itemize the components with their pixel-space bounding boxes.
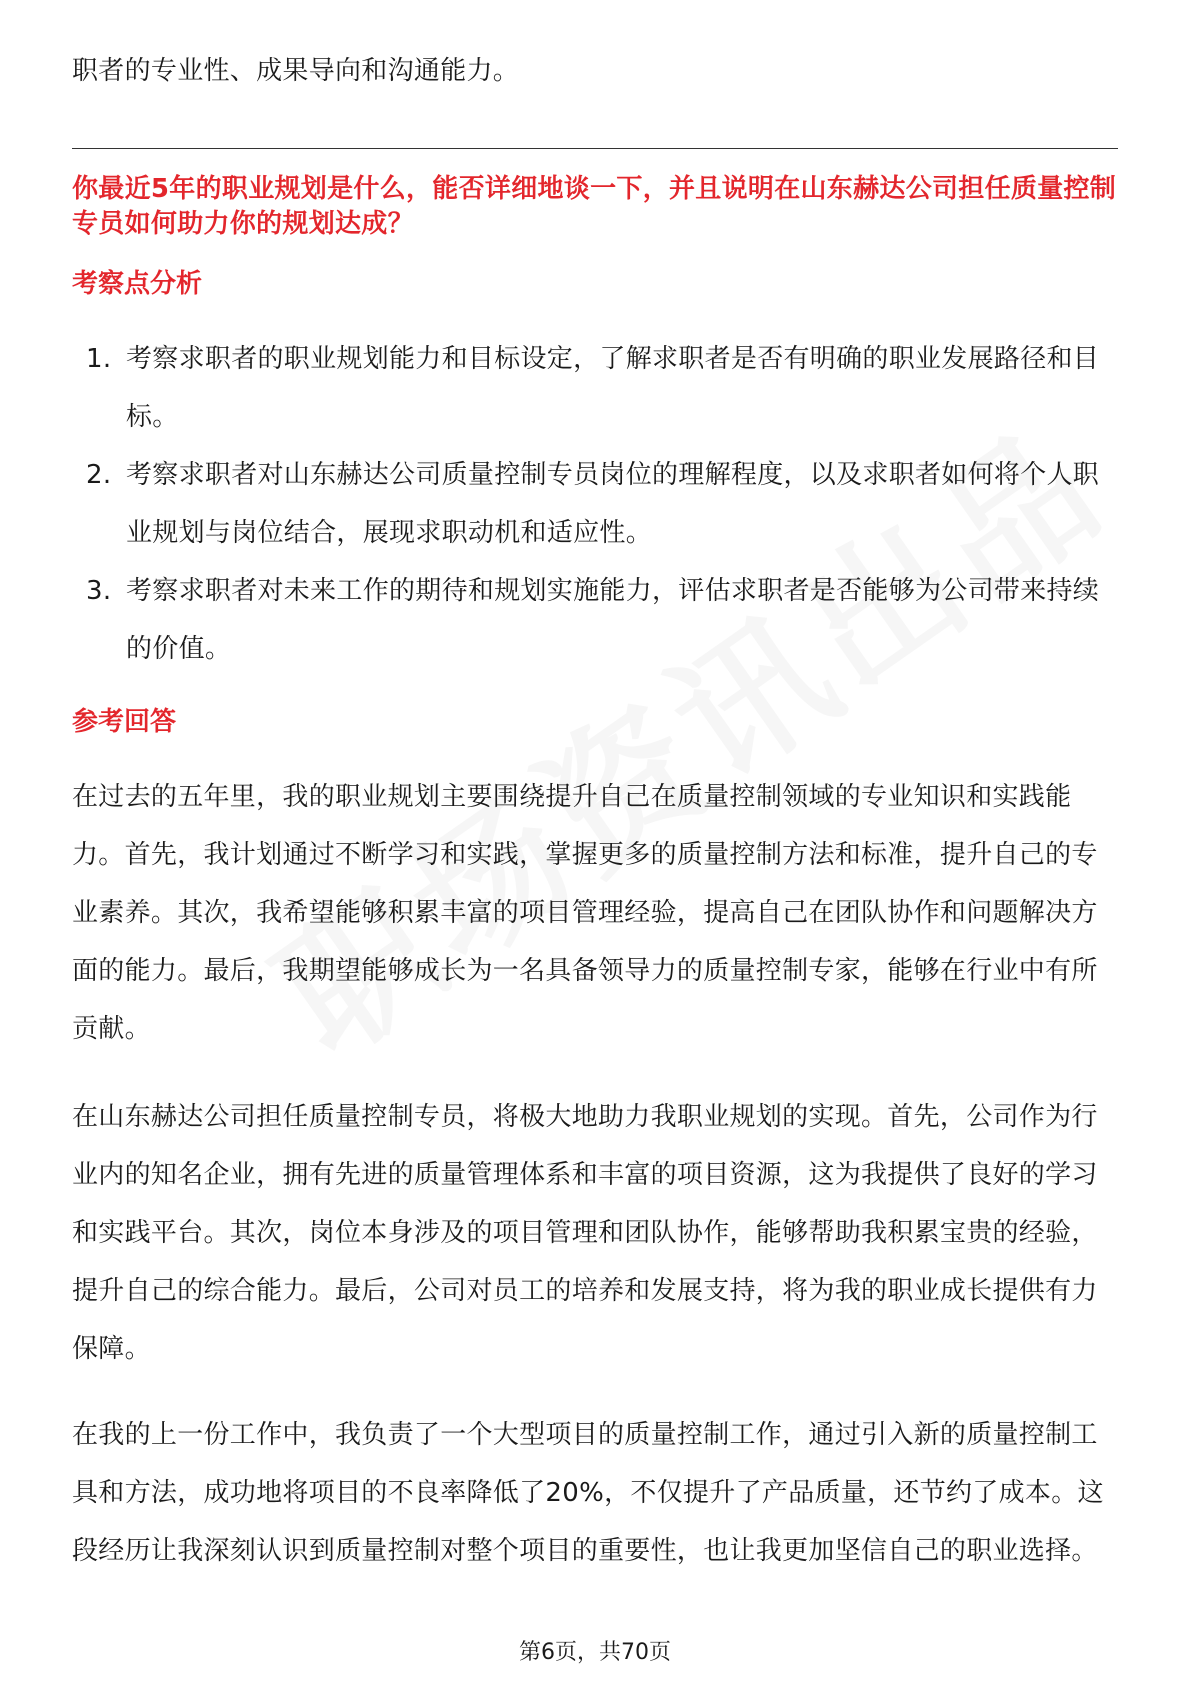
list-item — [72, 562, 1118, 678]
answer-paragraph: 在过去的五年里，我的职业规划主要围绕提升自己在质量控制领域的专业知识和实践能力。首先，我计划通过不断学习和实践，掌握更多的质量控制方法和标准，提升自己的专业素养。其次，我希望能够积累丰富的项目管理经验，提高自己在团队协作和问题解决方面的能力。最后，我期望能够成长为一名具备领导力的质量控制专家，能够在行业中有所贡献。 — [72, 782, 1098, 1044]
question-title: 你最近5年的职业规划是什么，能否详细地谈一下，并且说明在山东赫达公司担任质量控制专员如何助力你的规划达成？ — [72, 174, 1117, 239]
list-item-number: 1. — [86, 344, 112, 374]
document-page — [72, 0, 1118, 1684]
list-item-number: 3. — [86, 576, 112, 606]
list-item-text: 考察求职者对未来工作的期待和规划实施能力，评估求职者是否能够为公司带来持续的价值。 — [126, 576, 1100, 664]
analysis-heading: 考察点分析 — [72, 269, 203, 299]
answer-paragraph: 在山东赫达公司担任质量控制专员，将极大地助力我职业规划的实现。首先，公司作为行业内的知名企业，拥有先进的质量管理体系和丰富的项目资源，这为我提供了良好的学习和实践平台。其次，岗位本身涉及的项目管理和团队协作，能够帮助我积累宝贵的经验，提升自己的综合能力。最后，公司对员工的培养和发展支持，将为我的职业成长提供有力保障。 — [72, 1102, 1098, 1364]
analysis-list — [72, 330, 1118, 678]
list-item-number: 2. — [86, 460, 112, 490]
continuation-text: 职者的专业性、成果导向和沟通能力。 — [72, 56, 520, 86]
list-item-text: 考察求职者的职业规划能力和目标设定，了解求职者是否有明确的职业发展路径和目标。 — [126, 344, 1100, 432]
list-item-text: 考察求职者对山东赫达公司质量控制专员岗位的理解程度，以及求职者如何将个人职业规划与岗位结合，展现求职动机和适应性。 — [126, 460, 1100, 548]
page-number: 第6页，共70页 — [519, 1640, 671, 1665]
section-divider — [72, 148, 1118, 149]
list-item — [72, 330, 1118, 446]
answer-heading: 参考回答 — [72, 707, 177, 737]
answer-paragraph: 在我的上一份工作中，我负责了一个大型项目的质量控制工作，通过引入新的质量控制工具和方法，成功地将项目的不良率降低了20%，不仅提升了产品质量，还节约了成本。这段经历让我深刻认识到质量控制对整个项目的重要性，也让我更加坚信自己的职业选择。 — [72, 1420, 1104, 1566]
list-item — [72, 446, 1118, 562]
